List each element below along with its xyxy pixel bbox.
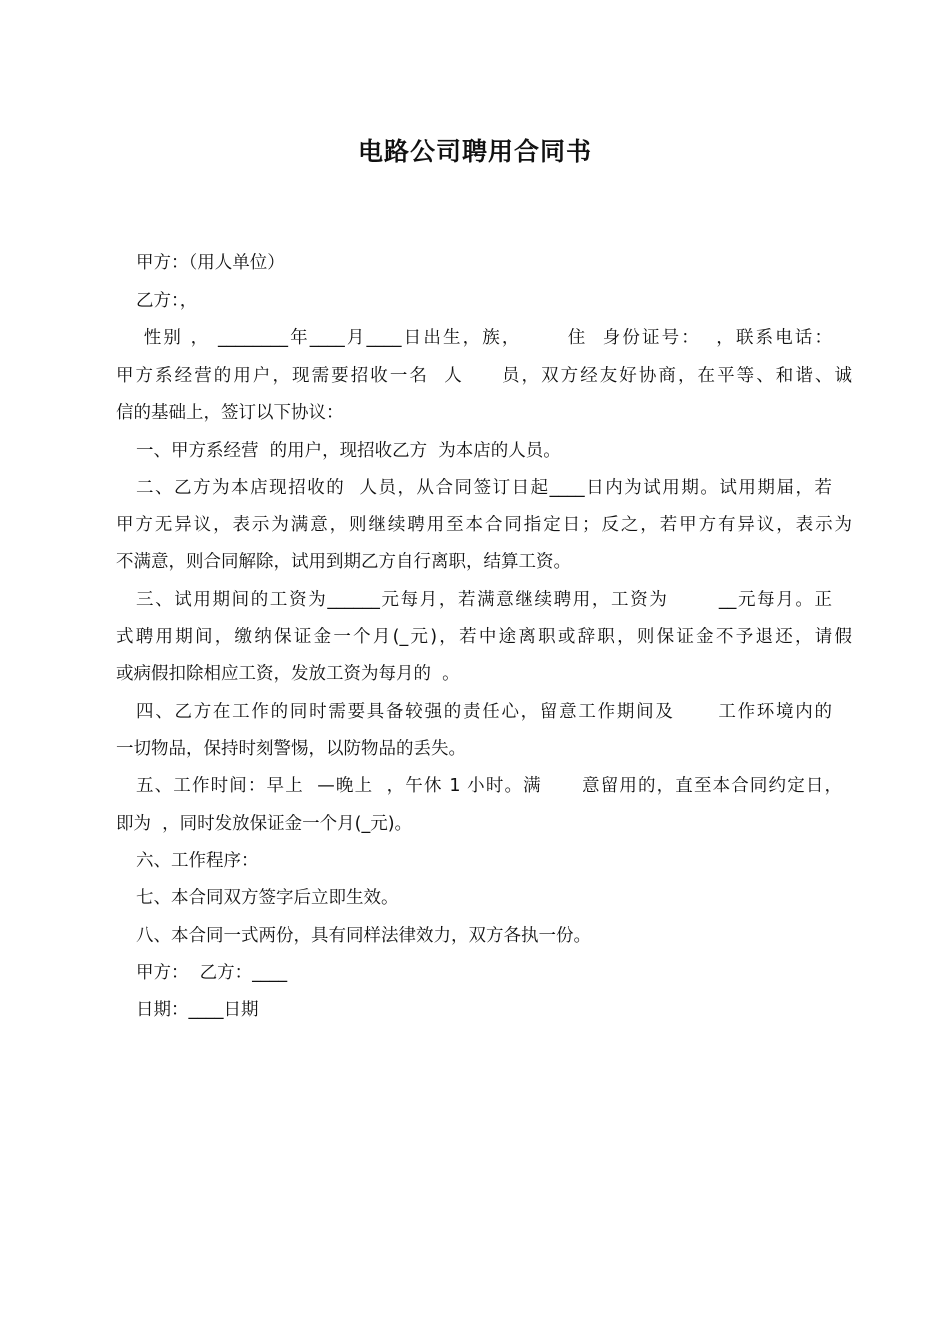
party-b-line: 乙方：， bbox=[136, 291, 198, 311]
clause-1: 一、甲方系经营 的用户，现招收乙方 为本店的人员。 bbox=[136, 441, 561, 461]
clause-3-line-3: 或病假扣除相应工资，发放工资为每月的 。 bbox=[116, 664, 460, 684]
clause-2-line-1: 二、乙方为本店现招收的 人员，从合同签订日起____日内为试用期。试用期届，若 bbox=[136, 478, 832, 498]
clause-4-line-2: 一切物品，保持时刻警惕，以防物品的丢失。 bbox=[116, 739, 466, 759]
clause-3-line-2: 式聘用期间，缴纳保证金一个月(_元)，若中途离职或辞职，则保证金不予退还，请假 bbox=[116, 627, 852, 647]
clause-3-line-1: 三、试用期间的工资为______元每月，若满意继续聘用，工资为 __元每月。正 bbox=[136, 590, 832, 610]
clause-7: 七、本合同双方签字后立即生效。 bbox=[136, 888, 399, 908]
clause-2-line-3: 不满意，则合同解除，试用到期乙方自行离职，结算工资。 bbox=[116, 552, 571, 572]
intro-line-1: 甲方系经营的用户，现需要招收一名 人 员，双方经友好协商，在平等、和谐、诚 bbox=[116, 366, 852, 386]
clause-5-line-1: 五、工作时间：早上 —晚上 ，午休 1 小时。满 意留用的，直至本合同约定日， bbox=[136, 776, 842, 796]
clause-2-line-2: 甲方无异议，表示为满意，则继续聘用至本合同指定日；反之，若甲方有异议，表示为 bbox=[116, 515, 852, 535]
personal-info-line: 性别 ， ________年____月____日出生，族， 住 身份证号： ，联系电话： bbox=[136, 328, 832, 348]
signature-line: 甲方： 乙方：____ bbox=[136, 963, 288, 983]
clause-6: 六、工作程序： bbox=[136, 851, 259, 871]
date-line: 日期：____日期 bbox=[136, 1000, 259, 1020]
clause-4-line-1: 四、乙方在工作的同时需要具备较强的责任心，留意工作期间及 工作环境内的 bbox=[136, 702, 832, 722]
intro-line-2: 信的基础上，签订以下协议： bbox=[116, 403, 344, 423]
clause-8: 八、本合同一式两份，具有同样法律效力，双方各执一份。 bbox=[136, 926, 591, 946]
party-a-line: 甲方：（用人单位） bbox=[136, 253, 285, 273]
document-title: 电路公司聘用合同书 bbox=[357, 137, 592, 166]
clause-5-line-2: 即为 ，同时发放保证金一个月(_元)。 bbox=[116, 814, 413, 834]
